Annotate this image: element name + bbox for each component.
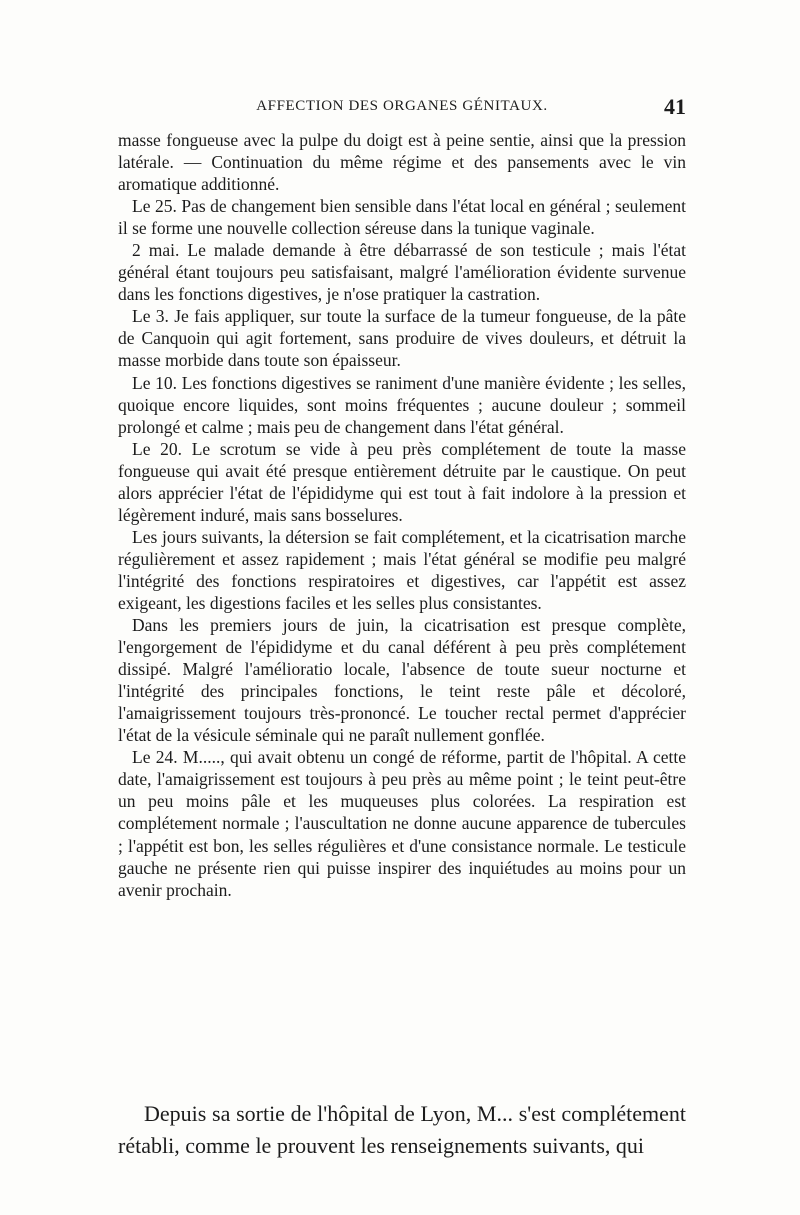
paragraph: masse fongueuse avec la pulpe du doigt est à peine sentie, ainsi que la pression latérale. — Continuation du même régime et des pansements avec le vin aromatique additionné. xyxy=(118,130,686,195)
paragraph: Le 3. Je fais appliquer, sur toute la surface de la tumeur fongueuse, de la pâte de Canquoin qui agit fortement, sans produire de vives douleurs, et détruit la masse morbide dans toute son épaisseur. xyxy=(118,306,686,371)
closing-text xyxy=(118,1098,686,1162)
paragraph: Le 24. M....., qui avait obtenu un congé de réforme, partit de l'hôpital. A cette date, l'amaigrissement est toujours à peu près au même point ; le teint peut-être un peu moins pâle et les muqueuses plus colorées. La respiration est complétement normale ; l'auscultation ne donne aucune apparence de tubercules ; l'appétit est bon, les selles régulières et d'une consistance normale. Le testicule gauche ne présente rien qui puisse inspirer des inquiétudes au moins pour un avenir prochain. xyxy=(118,747,686,900)
page-number: 41 xyxy=(664,94,686,119)
page-header xyxy=(118,94,686,124)
paragraph: Le 20. Le scrotum se vide à peu près complétement de toute la masse fongueuse qui avait été presque entièrement détruite par le caustique. On peut alors apprécier l'état de l'épididyme qui est tout à fait indolore à la pression et légèrement induré, mais sans bosselures. xyxy=(118,438,686,525)
paragraph: Le 25. Pas de changement bien sensible dans l'état local en général ; seulement il se forme une nouvelle collection séreuse dans la tunique vaginale. xyxy=(118,196,686,239)
paragraph: Le 10. Les fonctions digestives se raniment d'une manière évidente ; les selles, quoique encore liquides, sont moins fréquentes ; aucune douleur ; sommeil prolongé et calme ; mais peu de changement dans l'état général. xyxy=(118,372,686,437)
paragraph: 2 mai. Le malade demande à être débarrassé de son testicule ; mais l'état général étant toujours peu satisfaisant, malgré l'amélioration évidente survenue dans les fonctions digestives, je n'ose pratiquer la castration. xyxy=(118,240,686,305)
closing-paragraph: Depuis sa sortie de l'hôpital de Lyon, M... s'est complétement rétabli, comme le prouvent les renseignements suivants, qui xyxy=(118,1101,686,1158)
paragraph: Les jours suivants, la détersion se fait complétement, et la cicatrisation marche régulièrement et assez rapidement ; mais l'état général se modifie peu malgré l'intégrité des fonctions respiratoires et digestives, car l'appétit est assez exigeant, les digestions faciles et les selles plus consistantes. xyxy=(118,526,686,613)
body-text xyxy=(118,129,686,901)
running-title: AFFECTION DES ORGANES GÉNITAUX. xyxy=(256,98,548,114)
paragraph: Dans les premiers jours de juin, la cicatrisation est presque complète, l'engorgement de l'épididyme et du canal déférent à peu près complétement dissipé. Malgré l'amélioratio locale, l'absence de toute sueur nocturne et l'intégrité des principales fonctions, le teint reste pâle et décoloré, l'amaigrissement toujours très-prononcé. Le toucher rectal permet d'apprécier l'état de la vésicule séminale qui ne paraît nullement gonflée. xyxy=(118,615,686,746)
